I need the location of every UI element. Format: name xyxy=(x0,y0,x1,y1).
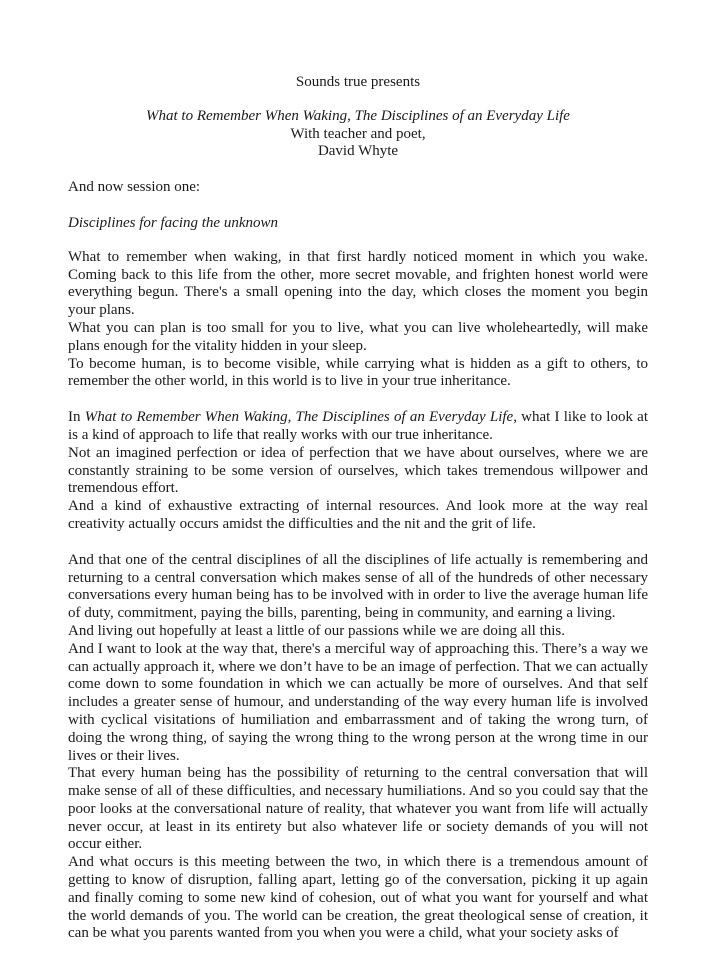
author-name: David Whyte xyxy=(317,143,399,160)
paragraph-group xyxy=(68,552,648,944)
transcript-paragraph: That every human being has the possibility of returning to the central conversation that will make sense of all of these difficulties, and necessary humiliations. And so you could say that the poor looks at the conversational nature of reality, that whatever you want from life will actually never occur, at least in its entirety but also whatever life or society demands of you will not occur either. xyxy=(68,765,648,853)
chapter-title: Disciplines for facing the unknown xyxy=(68,214,278,231)
byline: With teacher and poet, xyxy=(290,125,426,142)
transcript-body xyxy=(68,249,648,943)
text-segment: In xyxy=(68,409,85,426)
transcript-paragraph: To become human, is to become visible, while carrying what is hidden as a gift to others, to remember the other world, in this world is to live in your true inheritance. xyxy=(68,355,648,390)
program-title: What to Remember When Waking, The Disciplines of an Everyday Life xyxy=(146,107,570,124)
book-title-italic: What to Remember When Waking, The Disciplines of an Everyday Life xyxy=(84,409,514,426)
transcript-paragraph: And that one of the central disciplines of all the disciplines of life actually is remembering and returning to a central conversation which makes sense of all of the hundreds of other necessary conversations every human being has to be involved with in order to live the average human life of duty, commitment, paying the bills, parenting, being in community, and earning a living. xyxy=(68,551,648,622)
paragraph-group xyxy=(68,409,648,534)
text-segment: , what I like to look at is a kind of approach to life that really works with our true inheritance. xyxy=(68,409,648,443)
transcript-paragraph: And what occurs is this meeting between the two, in which there is a tremendous amount of getting to know of disruption, falling apart, letting go of the conversation, picking it up again and finally coming to some new kind of cohesion, out of what you want for yourself and what the world demands of you. The world can be creation, the great theological sense of creation, it can be what you parents wanted from you when you were a child, what your society asks of xyxy=(68,854,648,942)
transcript-paragraph xyxy=(68,409,648,445)
paragraph-group xyxy=(68,249,648,391)
document-header xyxy=(68,74,648,161)
transcript-paragraph: And living out hopefully at least a little of our passions while we are doing all this. xyxy=(68,622,565,639)
transcript-paragraph: And I want to look at the way that, there's a merciful way of approaching this. There’s a way we can actually approach it, where we don’t have to be an image of perfection. That we can actually come down to some foundation in which we can actually be more of ourselves. And that self includes a greater sense of humour, and understanding of the way every human life is involved with cyclical visitations of humiliation and embarrassment and of taking the wrong turn, of doing the wrong thing, of saying the wrong thing to the wrong person at the wrong time in our lives or their lives. xyxy=(68,640,648,764)
transcript-paragraph: What you can plan is too small for you to live, what you can live wholeheartedly, will make plans enough for the vitality hidden in your sleep. xyxy=(68,319,648,354)
transcript-paragraph: What to remember when waking, in that first hardly noticed moment in which you wake. Coming back to this life from the other, more secret movable, and frighten honest world were everything begun. There's a small opening into the day, which closes the moment you begin your plans. xyxy=(68,248,648,319)
transcript-paragraph: Not an imagined perfection or idea of perfection that we have about ourselves, where we are constantly straining to be some version of ourselves, which takes tremendous willpower and tremendous effort. xyxy=(68,444,648,497)
presenter-line: Sounds true presents xyxy=(295,74,421,90)
transcript-paragraph: And a kind of exhaustive extracting of internal resources. And look more at the way real creativity actually occurs amidst the difficulties and the nit and the grit of life. xyxy=(68,498,648,532)
session-intro: And now session one: xyxy=(68,179,201,196)
